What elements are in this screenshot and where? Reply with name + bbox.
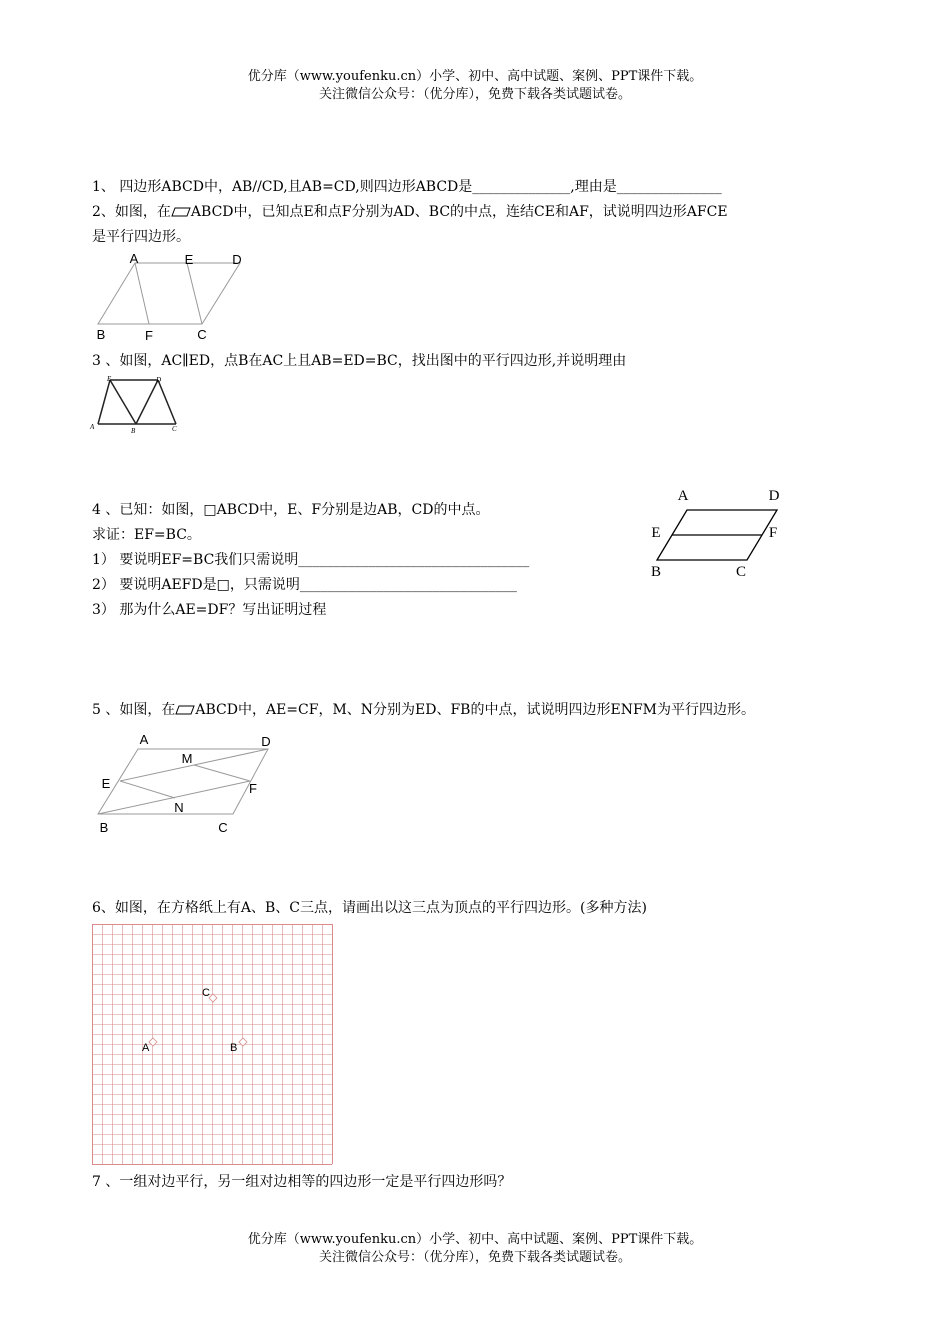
q2-label-d: D bbox=[232, 252, 242, 267]
question-5-suffix: ABCD中，AE=CF，M、N分别为ED、FB的中点，试说明四边形ENFM为平行四边形。 bbox=[195, 702, 755, 718]
graph-paper-grid bbox=[92, 924, 332, 1164]
question-5 bbox=[92, 700, 755, 720]
parallelogram-icon bbox=[171, 207, 191, 217]
q2-label-f: F bbox=[145, 328, 153, 343]
q6-label-c: C bbox=[202, 987, 210, 999]
q4-label-a: A bbox=[677, 488, 689, 504]
question-2-suffix: ABCD中，已知点E和点F分别为AD、BC的中点，连结CE和AF，试说明四边形AFCE bbox=[190, 204, 728, 220]
question-4-line-4: 2） 要说明AEFD是□，只需说明_______________________________ bbox=[92, 577, 517, 593]
q5-label-e: E bbox=[101, 776, 111, 791]
point-a-marker bbox=[149, 1038, 157, 1046]
q6-label-a: A bbox=[142, 1042, 150, 1054]
question-2-line-2: 是平行四边形。 bbox=[92, 229, 190, 245]
q3-label-c: C bbox=[172, 425, 177, 433]
question-1: 1、 四边形ABCD中，AB//CD,且AB=CD,则四边形ABCD是______________,理由是_______________ bbox=[92, 179, 722, 195]
q3-label-b: B bbox=[131, 427, 136, 435]
q4-label-f: F bbox=[768, 525, 778, 541]
q5-label-d: D bbox=[261, 734, 271, 749]
figure-q3-trapezoid bbox=[88, 372, 188, 437]
q6-label-b: B bbox=[230, 1042, 238, 1054]
q2-segment-ce bbox=[187, 263, 202, 324]
question-4-line-1: 4 、已知：如图，□ABCD中，E、F分别是边AB，CD的中点。 bbox=[92, 502, 490, 518]
q2-label-c: C bbox=[197, 327, 207, 342]
question-4-line-2: 求证：EF=BC。 bbox=[92, 527, 201, 543]
q4-label-d: D bbox=[768, 488, 780, 504]
q2-parallelogram-abcd bbox=[98, 263, 240, 324]
question-5-prefix: 5 、如图，在 bbox=[92, 702, 176, 718]
q3-label-e: E bbox=[107, 375, 112, 383]
q2-label-a: A bbox=[129, 251, 139, 266]
q4-label-e: E bbox=[651, 525, 661, 541]
figure-q5-parallelogram bbox=[90, 728, 280, 843]
question-3: 3 、如图，AC∥ED，点B在AC上且AB=ED=BC，找出图中的平行四边形,并说明理由 bbox=[92, 353, 627, 369]
figure-q2-parallelogram bbox=[90, 250, 260, 345]
footer-line-2: 关注微信公众号：（优分库），免费下载各类试题试卷。 bbox=[318, 1250, 631, 1265]
q2-label-b: B bbox=[96, 327, 106, 342]
question-4-line-5: 3） 那为什么AE=DF？写出证明过程 bbox=[92, 602, 327, 618]
q4-label-b: B bbox=[650, 564, 662, 580]
header-line-2: 关注微信公众号：（优分库），免费下载各类试题试卷。 bbox=[318, 87, 631, 102]
question-7: 7 、一组对边平行，另一组对边相等的四边形一定是平行四边形吗？ bbox=[92, 1174, 512, 1190]
grid-lines bbox=[92, 924, 333, 1165]
q5-label-n: N bbox=[174, 800, 184, 815]
q2-label-e: E bbox=[184, 252, 194, 267]
question-2-prefix: 2、如图，在 bbox=[92, 204, 171, 220]
point-c-marker bbox=[209, 994, 217, 1002]
q5-label-f: F bbox=[249, 781, 257, 796]
q5-label-a: A bbox=[139, 732, 149, 747]
figure-q4-parallelogram bbox=[645, 485, 795, 580]
question-2-line-1 bbox=[92, 202, 728, 222]
q5-label-c: C bbox=[218, 820, 228, 835]
question-4-line-3: 1） 要说明EF=BC我们只需说明_________________________________ bbox=[92, 552, 530, 568]
point-b-marker bbox=[239, 1038, 247, 1046]
header-line-1: 优分库（www.youfenku.cn）小学、初中、高中试题、案例、PPT课件下载。 bbox=[247, 69, 703, 84]
q5-label-b: B bbox=[99, 820, 109, 835]
q5-label-m: M bbox=[181, 751, 193, 766]
footer-line-1: 优分库（www.youfenku.cn）小学、初中、高中试题、案例、PPT课件下载。 bbox=[247, 1232, 703, 1247]
q3-label-d: D bbox=[156, 376, 162, 384]
q2-segment-af bbox=[135, 263, 149, 324]
q3-label-a: A bbox=[90, 423, 95, 431]
parallelogram-icon bbox=[175, 705, 195, 715]
q4-label-c: C bbox=[735, 564, 747, 580]
question-6: 6、如图，在方格纸上有A、B、C三点，请画出以这三点为顶点的平行四边形。(多种方法) bbox=[92, 900, 647, 916]
